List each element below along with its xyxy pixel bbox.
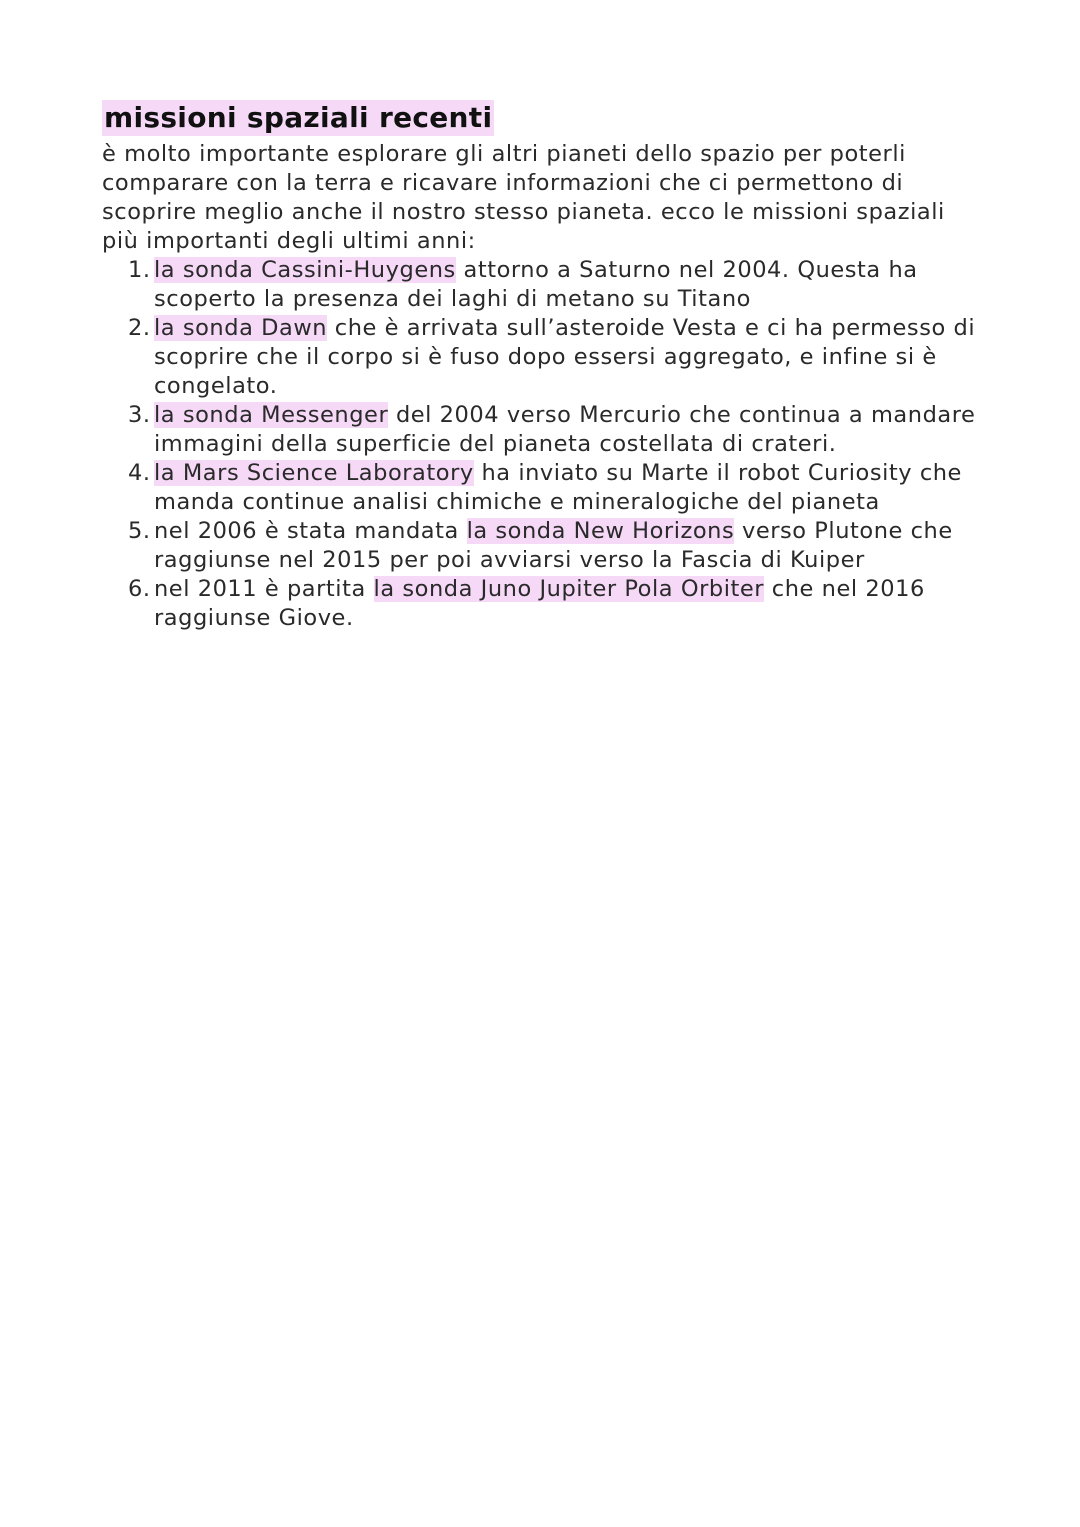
mission-highlight: la sonda Dawn xyxy=(154,315,328,341)
mission-text-before: nel 2006 è stata mandata xyxy=(154,518,467,544)
mission-item-2 xyxy=(102,314,982,401)
list-number: 1. xyxy=(128,257,151,283)
list-number: 3. xyxy=(128,402,151,428)
mission-item-1 xyxy=(102,256,982,314)
list-number: 6. xyxy=(128,576,151,602)
mission-highlight: la sonda Messenger xyxy=(154,402,389,428)
mission-text-before: nel 2011 è partita xyxy=(154,576,374,602)
mission-text-after: verso Plutone che raggiunse nel 2015 per poi avviarsi verso la Fascia di Kuiper xyxy=(154,518,953,573)
list-number: 2. xyxy=(128,315,151,341)
mission-item-3 xyxy=(102,401,982,459)
mission-highlight: la Mars Science Laboratory xyxy=(154,460,474,486)
mission-text-after: attorno a Saturno nel 2004. Questa ha scoperto la presenza dei laghi di metano su Titano xyxy=(154,257,918,312)
mission-highlight: la sonda Juno Jupiter Pola Orbiter xyxy=(373,576,765,602)
missions-list xyxy=(102,256,982,633)
list-number: 4. xyxy=(128,460,151,486)
mission-text-after: che nel 2016 raggiunse Giove. xyxy=(154,576,925,631)
list-number: 5. xyxy=(128,518,151,544)
mission-item-5 xyxy=(102,517,982,575)
mission-text-after: ha inviato su Marte il robot Curiosity che manda continue analisi chimiche e mineralogiche del pianeta xyxy=(154,460,962,515)
mission-text-after: che è arrivata sull’asteroide Vesta e ci ha permesso di scoprire che il corpo si è fuso dopo essersi aggregato, e infine si è congelato. xyxy=(154,315,976,399)
mission-highlight: la sonda Cassini-Huygens xyxy=(154,257,456,283)
mission-item-4 xyxy=(102,459,982,517)
mission-text-after: del 2004 verso Mercurio che continua a mandare immagini della superficie del pianeta costellata di crateri. xyxy=(154,402,976,457)
document-page xyxy=(102,100,982,633)
mission-item-6 xyxy=(102,575,982,633)
page-title: missioni spaziali recenti xyxy=(104,101,493,134)
intro-paragraph: è molto importante esplorare gli altri pianeti dello spazio per poterli comparare con la terra e ricavare informazioni che ci permettono di scoprire meglio anche il nostro stesso pianeta. ecco le missioni spaziali più importanti degli ultimi anni: xyxy=(102,141,945,254)
mission-highlight: la sonda New Horizons xyxy=(466,518,735,544)
